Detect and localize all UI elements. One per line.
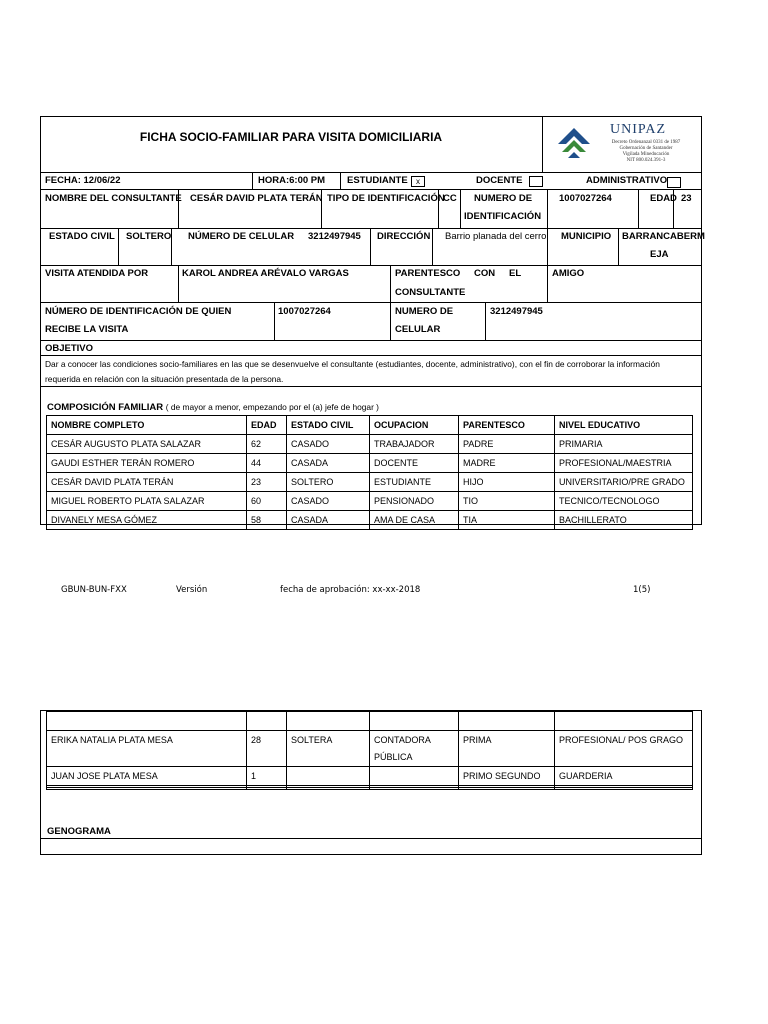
tipo-identificacion-label: TIPO DE IDENTIFICACIÓN [327,193,445,204]
cell-nombre [47,712,247,731]
cell-nivel-educativo: BACHILLERATO [555,511,693,530]
cell-nivel-educativo: TECNICO/TECNOLOGO [555,492,693,511]
cell-nivel-educativo [555,712,693,731]
celular-recibe-label: NUMERO DE [395,306,454,317]
cell-parentesco: TIA [459,511,555,530]
municipio-value: BARRANCABERM [622,231,705,242]
cell-ocupacion: AMA DE CASA [370,511,459,530]
genograma-label: GENOGRAMA [47,826,111,837]
form-title: FICHA SOCIO-FAMILIAR PARA VISITA DOMICILIARIA [139,130,443,144]
cell-nivel-educativo: PROFESIONAL/ POS GRAGO [555,731,693,767]
cell-edad [247,788,287,790]
administrativo-label: ADMINISTRATIVO [586,175,668,186]
estudiante-checkbox[interactable]: x [411,176,425,187]
cell-ocupacion: DOCENTE [370,454,459,473]
municipio-value-2: EJA [650,249,669,260]
cell-estado-civil [287,767,370,786]
hora-field: HORA:6:00 PM [258,175,326,186]
table-row [47,435,693,454]
cell-estado-civil [287,788,370,790]
cell-nivel-educativo: PROFESIONAL/MAESTRIA [555,454,693,473]
direccion-label: DIRECCIÓN [377,231,431,242]
table-row [47,712,693,731]
header-nombre: NOMBRE COMPLETO [47,416,247,435]
cell-nombre: DIVANELY MESA GÓMEZ [47,511,247,530]
tipo-identificacion-value: CC [443,193,457,204]
cell-nombre: CESÁR DAVID PLATA TERÁN [47,473,247,492]
table-row [47,454,693,473]
composicion-note: ( de mayor a menor, empezando por el (a) jefe de hogar ) [165,402,379,412]
docente-label: DOCENTE [476,175,523,186]
cell-estado-civil: CASADO [287,492,370,511]
cell-nombre: MIGUEL ROBERTO PLATA SALAZAR [47,492,247,511]
edad-value: 23 [681,193,692,204]
cell-parentesco: HIJO [459,473,555,492]
cell-ocupacion [370,788,459,790]
objetivo-text: Dar a conocer las condiciones socio-familiares en las que se desenvuelve el consultante (estudiantes, docente, administrativo), con el fin de corroborar la información [45,359,660,369]
parentesco-label: PARENTESCO [395,268,461,279]
parentesco-label-con: CON [474,268,496,279]
docente-checkbox[interactable] [529,176,543,187]
cell-estado-civil: CASADA [287,511,370,530]
numero-identificacion-value: 1007027264 [559,193,612,204]
cell-ocupacion [370,712,459,731]
cell-edad: 62 [247,435,287,454]
cell-ocupacion: PENSIONADO [370,492,459,511]
estado-civil-value: SOLTERO [126,231,172,242]
composicion-title: COMPOSICIÓN FAMILIAR [47,402,164,413]
logo-line-4: NIT 800.024.391-3 [626,158,666,163]
cell-ocupacion [370,767,459,786]
footer-fecha: fecha de aprobación: xx-xx-2018 [280,585,421,595]
cell-parentesco: TIO [459,492,555,511]
cell-edad [247,712,287,731]
id-quien-recibe-label: NÚMERO DE IDENTIFICACIÓN DE QUIEN [45,306,232,317]
cell-edad: 23 [247,473,287,492]
cell-nombre: CESÁR AUGUSTO PLATA SALAZAR [47,435,247,454]
cell-nombre: JUAN JOSE PLATA MESA [47,767,247,786]
cell-ocupacion-line-1: CONTADORA [374,735,431,745]
table-row [47,492,693,511]
logo-line-3: Vigilada Mineducación [622,152,670,157]
cell-nombre: ERIKA NATALIA PLATA MESA [47,731,247,767]
cell-parentesco: PADRE [459,435,555,454]
footer-code: GBUN-BUN-FXX [61,585,127,595]
cell-nombre: GAUDI ESTHER TERÁN ROMERO [47,454,247,473]
parentesco-value: AMIGO [552,268,585,279]
administrativo-checkbox[interactable] [667,177,681,188]
cell-parentesco: MADRE [459,454,555,473]
cell-ocupacion: TRABAJADOR [370,435,459,454]
parentesco-label-el: EL [509,268,522,279]
cell-estado-civil: CASADA [287,454,370,473]
header-estado-civil: ESTADO CIVIL [287,416,370,435]
cell-estado-civil: CASADO [287,435,370,454]
cell-edad: 28 [247,731,287,767]
estudiante-label: ESTUDIANTE [347,175,408,186]
objetivo-label: OBJETIVO [45,343,94,354]
objetivo-text-2: requerida en relación con la situación presentada de la persona. [45,374,284,384]
family-table-continued [46,711,693,790]
cell-parentesco: PRIMO SEGUNDO [459,767,555,786]
logo-line-2: Gobernación de Santander [619,146,673,151]
unipaz-name: UNIPAZ [610,122,667,137]
municipio-label: MUNICIPIO [561,231,612,242]
cell-parentesco: PRIMA [459,731,555,767]
visita-atendida-value: KAROL ANDREA ARÉVALO VARGAS [182,268,349,279]
unipaz-emblem-icon [554,122,594,162]
cell-ocupacion [370,731,459,767]
cell-edad: 58 [247,511,287,530]
fecha-field: FECHA: 12/06/22 [45,175,121,186]
celular-recibe-value: 3212497945 [490,306,543,317]
visita-atendida-label: VISITA ATENDIDA POR [45,268,149,279]
cell-nivel-educativo: UNIVERSITARIO/PRE GRADO [555,473,693,492]
header-nivel-educativo: NIVEL EDUCATIVO [555,416,693,435]
parentesco-label-consultante: CONSULTANTE [395,287,466,298]
cell-parentesco [459,712,555,731]
direccion-value: Barrio planada del cerro [445,231,547,242]
cell-ocupacion: ESTUDIANTE [370,473,459,492]
logo-line-1: Decreto Ordenanzal 0331 de 1987 [611,140,681,145]
cell-edad: 60 [247,492,287,511]
table-row [47,511,693,530]
numero-celular-value: 3212497945 [308,231,361,242]
estado-civil-label: ESTADO CIVIL [49,231,115,242]
table-row [47,731,693,767]
table-row [47,767,693,786]
cell-nivel-educativo: PRIMARIA [555,435,693,454]
header-parentesco: PARENTESCO [459,416,555,435]
id-quien-recibe-label-2: RECIBE LA VISITA [45,324,129,335]
celular-recibe-label-2: CELULAR [395,324,441,335]
footer-version: Versión [176,585,208,595]
cell-estado-civil: SOLTERO [287,473,370,492]
table-row [47,788,693,790]
nombre-consultante-value: CESÁR DAVID PLATA TERÁN [190,193,323,204]
nombre-consultante-label: NOMBRE DEL CONSULTANTE [45,193,182,204]
edad-label: EDAD [650,193,677,204]
family-table-header [47,416,693,435]
numero-identificacion-label-2: IDENTIFICACIÓN [464,211,542,222]
unipaz-logo [552,120,698,170]
cell-nivel-educativo [555,788,693,790]
cell-nombre [47,788,247,790]
header-ocupacion: OCUPACION [370,416,459,435]
family-table [46,415,693,530]
id-quien-recibe-value: 1007027264 [278,306,331,317]
cell-edad: 1 [247,767,287,786]
numero-celular-label: NÚMERO DE CELULAR [188,231,295,242]
composicion-label [47,401,379,414]
numero-identificacion-label: NUMERO DE [474,193,533,204]
footer-page-number: 1(5) [633,585,651,595]
cell-ocupacion-line-2: PÚBLICA [374,752,413,762]
cell-parentesco [459,788,555,790]
cell-estado-civil [287,712,370,731]
table-row [47,473,693,492]
cell-nivel-educativo: GUARDERIA [555,767,693,786]
cell-estado-civil: SOLTERA [287,731,370,767]
cell-edad: 44 [247,454,287,473]
header-edad: EDAD [247,416,287,435]
